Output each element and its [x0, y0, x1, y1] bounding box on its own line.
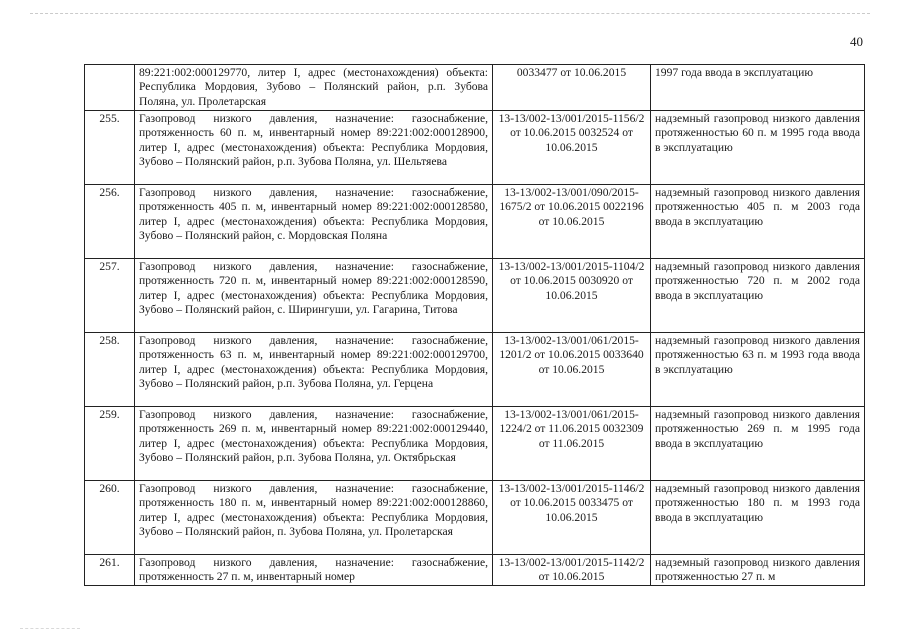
registration-record: 13-13/002-13/001/2015-1146/2 от 10.06.2015 0033475 от 10.06.2015 — [493, 481, 651, 555]
object-description: 89:221:002:000129770, литер I, адрес (местонахождения) объекта: Республика Мордовия, Зубово – Полянский район, р.п. Зубова Поляна, ул. Пролетарская — [135, 65, 493, 111]
row-number: 261. — [85, 555, 135, 586]
technical-characteristics: надземный газопровод низкого давления протяженностью 63 п. м 1993 года ввода в эксплуатацию — [651, 333, 865, 407]
registration-record: 13-13/002-13/001/2015-1142/2 от 10.06.2015 — [493, 555, 651, 586]
table-row — [85, 333, 865, 407]
object-description: Газопровод низкого давления, назначение: газоснабжение, протяженность 27 п. м, инвентарный номер — [135, 555, 493, 586]
object-description: Газопровод низкого давления, назначение: газоснабжение, протяженность 63 п. м, инвентарный номер 89:221:002:000129700, литер I, адрес (местонахождения) объекта: Республика Мордовия, Зубово – Полянский район, р.п. Зубова Поляна, ул. Герцена — [135, 333, 493, 407]
object-description: Газопровод низкого давления, назначение: газоснабжение, протяженность 180 п. м, инвентарный номер 89:221:002:000128860, литер I, адрес (местонахождения) объекта: Республика Мордовия, Зубово – Полянский район, п. Зубова Поляна, ул. Пролетарская — [135, 481, 493, 555]
table-row — [85, 185, 865, 259]
object-description: Газопровод низкого давления, назначение: газоснабжение, протяженность 720 п. м, инвентарный номер 89:221:002:000128590, литер I, адрес (местонахождения) объекта: Республика Мордовия, Зубово – Полянский район, с. Ширингуши, ул. Гагарина, Титова — [135, 259, 493, 333]
registration-record: 13-13/002-13/001/061/2015-1201/2 от 10.06.2015 0033640 от 10.06.2015 — [493, 333, 651, 407]
table-row — [85, 555, 865, 586]
row-number: 260. — [85, 481, 135, 555]
registration-record: 13-13/002-13/001/061/2015-1224/2 от 11.06.2015 0032309 от 11.06.2015 — [493, 407, 651, 481]
table-row — [85, 259, 865, 333]
object-description: Газопровод низкого давления, назначение: газоснабжение, протяженность 269 п. м, инвентарный номер 89:221:002:000129440, литер I, адрес (местонахождения) объекта: Республика Мордовия, Зубово – Полянский район, р.п. Зубова Поляна, ул. Октябрьская — [135, 407, 493, 481]
technical-characteristics: 1997 года ввода в эксплуатацию — [651, 65, 865, 111]
technical-characteristics: надземный газопровод низкого давления протяженностью 60 п. м 1995 года ввода в эксплуатацию — [651, 111, 865, 185]
table-row — [85, 407, 865, 481]
technical-characteristics: надземный газопровод низкого давления протяженностью 269 п. м 1995 года ввода в эксплуатацию — [651, 407, 865, 481]
technical-characteristics: надземный газопровод низкого давления протяженностью 180 п. м 1993 года ввода в эксплуатацию — [651, 481, 865, 555]
object-description: Газопровод низкого давления, назначение: газоснабжение, протяженность 60 п. м, инвентарный номер 89:221:002:000128900, литер I, адрес (местонахождения) объекта: Республика Мордовия, Зубово – Полянский район, р.п. Зубова Поляна, ул. Шельтяева — [135, 111, 493, 185]
registration-record: 13-13/002-13/001/2015-1104/2 от 10.06.2015 0030920 от 10.06.2015 — [493, 259, 651, 333]
technical-characteristics: надземный газопровод низкого давления протяженностью 27 п. м — [651, 555, 865, 586]
registration-record: 13-13/002-13/001/2015-1156/2 от 10.06.2015 0032524 от 10.06.2015 — [493, 111, 651, 185]
table-row — [85, 481, 865, 555]
row-number: 258. — [85, 333, 135, 407]
technical-characteristics: надземный газопровод низкого давления протяженностью 405 п. м 2003 года ввода в эксплуатацию — [651, 185, 865, 259]
row-number: 257. — [85, 259, 135, 333]
technical-characteristics: надземный газопровод низкого давления протяженностью 720 п. м 2002 года ввода в эксплуатацию — [651, 259, 865, 333]
row-number: 256. — [85, 185, 135, 259]
object-description: Газопровод низкого давления, назначение: газоснабжение, протяженность 405 п. м, инвентарный номер 89:221:002:000128580, литер I, адрес (местонахождения) объекта: Республика Мордовия, Зубово – Полянский район, с. Мордовская Поляна — [135, 185, 493, 259]
table-row — [85, 65, 865, 111]
registration-record: 13-13/002-13/001/090/2015-1675/2 от 10.06.2015 0022196 от 10.06.2015 — [493, 185, 651, 259]
page-number: 40 — [850, 34, 863, 49]
registry-table — [84, 64, 865, 586]
table-row — [85, 111, 865, 185]
row-number: 259. — [85, 407, 135, 481]
row-number — [85, 65, 135, 111]
scan-artifact-bottom — [20, 628, 80, 629]
row-number: 255. — [85, 111, 135, 185]
registration-record: 0033477 от 10.06.2015 — [493, 65, 651, 111]
scan-artifact-top — [30, 13, 870, 20]
